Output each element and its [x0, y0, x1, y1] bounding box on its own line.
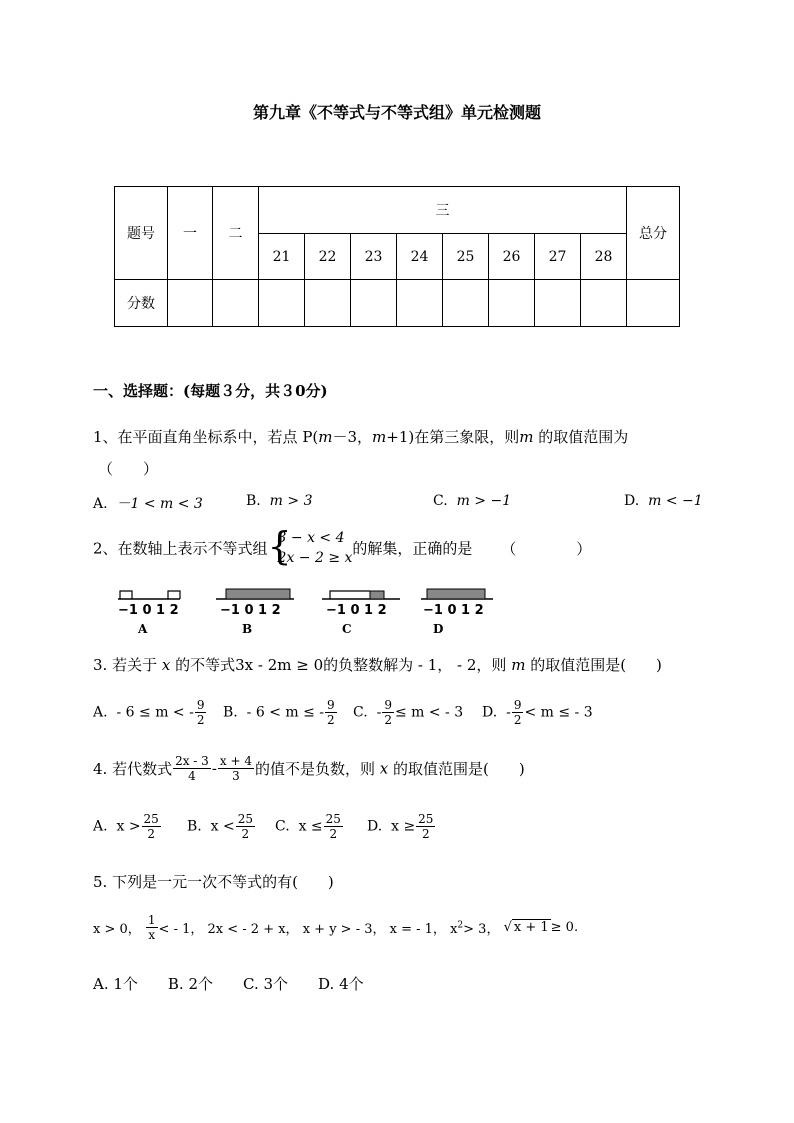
- question-4-stem: 4. 若代数式 $\frac{2x - 3}{4}$ - $\frac{x + 4}{3}$ 的值不是负数，则 x 的取值范围是( ): [93, 754, 525, 783]
- q3-option-d: D. - $\frac{9}{2}$ < m ≤ - 3: [482, 698, 593, 727]
- number-line-c-graph: [322, 585, 412, 605]
- score-table: [114, 186, 680, 327]
- q1-option-a: A. －1 < m < 3: [93, 496, 203, 512]
- sub-number: 23: [351, 234, 397, 280]
- total-header: 总分: [627, 187, 680, 280]
- col-2-header: 二: [213, 187, 259, 280]
- col-3-header: 三: [259, 187, 627, 234]
- question-1-stem: 1、在平面直角坐标系中，若点 P(m－3，m+1)在第三象限，则m 的取值范围为: [93, 428, 629, 446]
- score-cell: [581, 280, 627, 327]
- number-line-b-graph: [216, 585, 306, 605]
- q4-option-c: C. x ≤ $\frac{25}{2}$: [275, 812, 341, 841]
- col-1-header: 一: [168, 187, 213, 280]
- question-2-stem: 2、在数轴上表示不等式组 { 3 − x < 4 2x − 2 ≥ x 的解集，正确的是 （ ）: [93, 524, 592, 568]
- q3-option-c: C. - $\frac{9}{2}$ ≤ m < - 3: [353, 698, 464, 727]
- page-title: 第九章《不等式与不等式组》单元检测题: [252, 103, 541, 122]
- inequality-system: { 3 − x < 4 2x − 2 ≥ x: [267, 524, 353, 568]
- score-cell: [259, 280, 305, 327]
- score-cell: [489, 280, 535, 327]
- question-1-answer-paren: （ ）: [98, 460, 159, 478]
- number-line-a-graph: [118, 585, 208, 605]
- q1-option-d: D. m < −1: [624, 493, 703, 509]
- sub-number: 25: [443, 234, 489, 280]
- score-cell: [535, 280, 581, 327]
- number-line-option-b: −1 0 1 2 B: [216, 585, 306, 635]
- question-3-stem: 3. 若关于 x 的不等式3x - 2m ≥ 0的负整数解为 - 1， - 2，则 m 的取值范围是( ): [93, 656, 662, 674]
- number-line-option-a: −1 0 1 2 A: [118, 585, 208, 635]
- q1-option-b: B. m > 3: [246, 493, 313, 509]
- section-heading: 一、选择题：(每题３分，共３0分): [93, 382, 328, 400]
- q4-option-b: B. x < $\frac{25}{2}$: [187, 812, 254, 841]
- number-line-option-c: −1 0 1 2 C: [322, 585, 412, 635]
- number-line-option-d: −1 0 1 2 D: [421, 585, 511, 635]
- question-5-options: A. 1个 B. 2个 C. 3个 D. 4个: [93, 975, 364, 993]
- sub-number: 21: [259, 234, 305, 280]
- score-cell: [443, 280, 489, 327]
- question-5-expressions: x > 0， $\frac{1}{x}$ < - 1， 2x < - 2 + x， x + y > - 3， x = - 1， $x^2> 3$， √ x + 1 ≥ 0.: [93, 913, 579, 942]
- score-cell: [351, 280, 397, 327]
- sub-number: 24: [397, 234, 443, 280]
- question-5-stem: 5. 下列是一元一次不等式的有( ): [93, 873, 334, 891]
- sub-number: 27: [535, 234, 581, 280]
- q3-option-a: A. - 6 ≤ m < - $\frac{9}{2}$: [93, 698, 205, 727]
- q3-option-b: B. - 6 < m ≤ - $\frac{9}{2}$: [223, 698, 335, 727]
- sub-number: 28: [581, 234, 627, 280]
- score-cell: [627, 280, 680, 327]
- score-cell: [213, 280, 259, 327]
- header-label: 题号: [115, 187, 168, 280]
- sub-number: 26: [489, 234, 535, 280]
- q4-option-d: D. x ≥ $\frac{25}{2}$: [367, 812, 434, 841]
- score-row-label: 分数: [115, 280, 168, 327]
- score-cell: [305, 280, 351, 327]
- score-cell: [168, 280, 213, 327]
- q4-option-a: A. x > $\frac{25}{2}$: [93, 812, 159, 841]
- score-cell: [397, 280, 443, 327]
- number-line-d-graph: [421, 585, 511, 605]
- sub-number: 22: [305, 234, 351, 280]
- q1-option-c: C. m > −1: [433, 493, 512, 509]
